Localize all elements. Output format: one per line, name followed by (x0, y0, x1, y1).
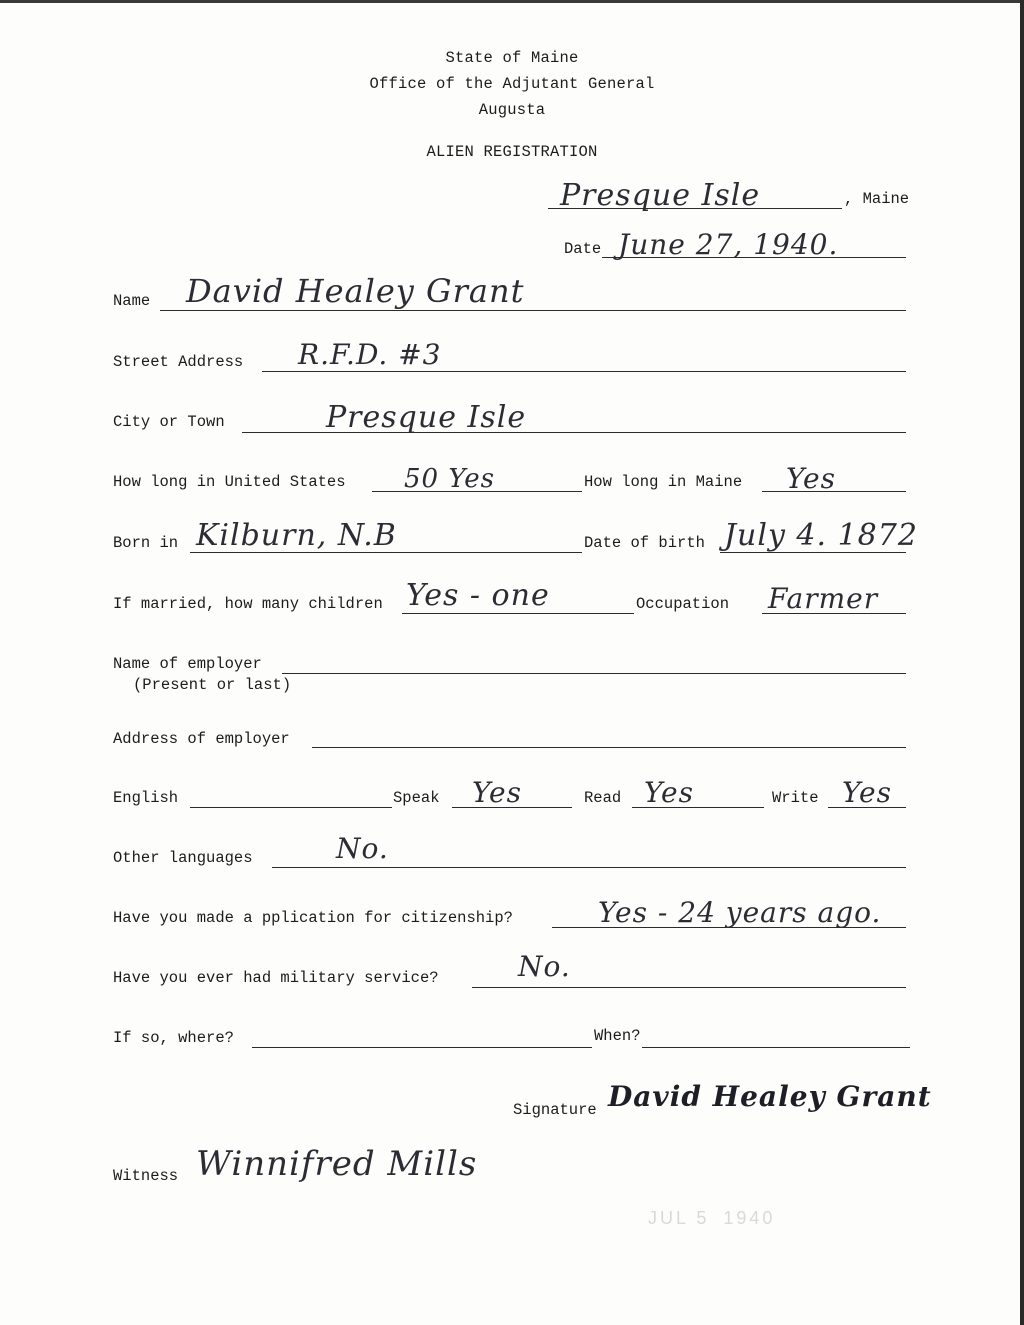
where-label: If so, where? (113, 1029, 234, 1047)
street-label: Street Address (113, 353, 244, 371)
other-languages-label: Other languages (113, 849, 253, 867)
military-label: Have you ever had military service? (113, 969, 439, 987)
employer-label: Name of employer (113, 655, 262, 673)
when-line (642, 1047, 910, 1048)
english-label: English (113, 789, 179, 807)
scan-edge-top (0, 0, 1024, 3)
city-line (242, 432, 906, 433)
military-value: No. (518, 950, 571, 983)
signature-value: David Healey Grant (608, 1080, 932, 1113)
stamp-year: 1940 (723, 1208, 776, 1228)
location-line (548, 208, 842, 209)
us-time-line (372, 491, 582, 492)
citizenship-label: Have you made a pplication for citizenship? (113, 909, 513, 927)
name-value: David Healey Grant (186, 272, 525, 310)
location-label: , Maine (844, 190, 910, 208)
citizenship-value: Yes - 24 years ago. (598, 896, 882, 929)
maine-time-line (762, 491, 906, 492)
header-city: Augusta (478, 101, 546, 119)
write-value: Yes (842, 776, 892, 809)
children-label: If married, how many children (113, 595, 383, 613)
form-title: ALIEN REGISTRATION (426, 143, 598, 161)
employer-sublabel: (Present or last) (133, 676, 292, 694)
when-label: When? (594, 1027, 641, 1045)
children-line (402, 613, 634, 614)
date-value: June 27, 1940. (618, 228, 839, 261)
received-stamp (648, 1208, 789, 1229)
witness-value: Winnifred Mills (196, 1144, 478, 1184)
date-line (602, 257, 906, 258)
us-time-label: How long in United States (113, 473, 346, 491)
witness-label: Witness (113, 1167, 179, 1185)
speak-line (452, 807, 572, 808)
read-line (632, 807, 764, 808)
employer-address-line (312, 747, 906, 748)
other-languages-value: No. (336, 832, 389, 865)
employer-address-label: Address of employer (113, 730, 290, 748)
english-line (190, 807, 392, 808)
header-state: State of Maine (445, 49, 579, 67)
city-value: Presque Isle (326, 400, 527, 435)
dob-label: Date of birth (584, 534, 705, 552)
header-office: Office of the Adjutant General (369, 75, 655, 93)
occupation-line (762, 613, 906, 614)
speak-label: Speak (393, 789, 440, 807)
born-in-line (190, 552, 582, 553)
read-value: Yes (644, 776, 694, 809)
occupation-value: Farmer (768, 582, 879, 615)
write-label: Write (772, 789, 819, 807)
where-line (252, 1047, 592, 1048)
maine-time-value: Yes (786, 462, 836, 495)
read-label: Read (584, 789, 622, 807)
speak-value: Yes (472, 776, 522, 809)
write-line (828, 807, 906, 808)
scan-edge-right (1020, 0, 1024, 1325)
name-line (160, 310, 906, 311)
signature-label: Signature (513, 1101, 597, 1119)
location-value: Presque Isle (560, 178, 761, 213)
name-label: Name (113, 292, 151, 310)
us-time-value: 50 Yes (404, 464, 495, 494)
dob-value: July 4. 1872 (724, 518, 918, 553)
city-label: City or Town (113, 413, 225, 431)
employer-line (282, 673, 906, 674)
citizenship-line (552, 927, 906, 928)
other-languages-line (272, 867, 906, 868)
street-line (262, 371, 906, 372)
stamp-date: JUL 5 (648, 1208, 710, 1228)
born-in-value: Kilburn, N.B (196, 518, 397, 553)
date-label: Date (564, 240, 602, 258)
occupation-label: Occupation (636, 595, 730, 613)
children-value: Yes - one (406, 578, 550, 613)
street-value: R.F.D. #3 (298, 338, 442, 371)
military-line (472, 987, 906, 988)
dob-line (720, 552, 906, 553)
born-in-label: Born in (113, 534, 179, 552)
maine-time-label: How long in Maine (584, 473, 743, 491)
